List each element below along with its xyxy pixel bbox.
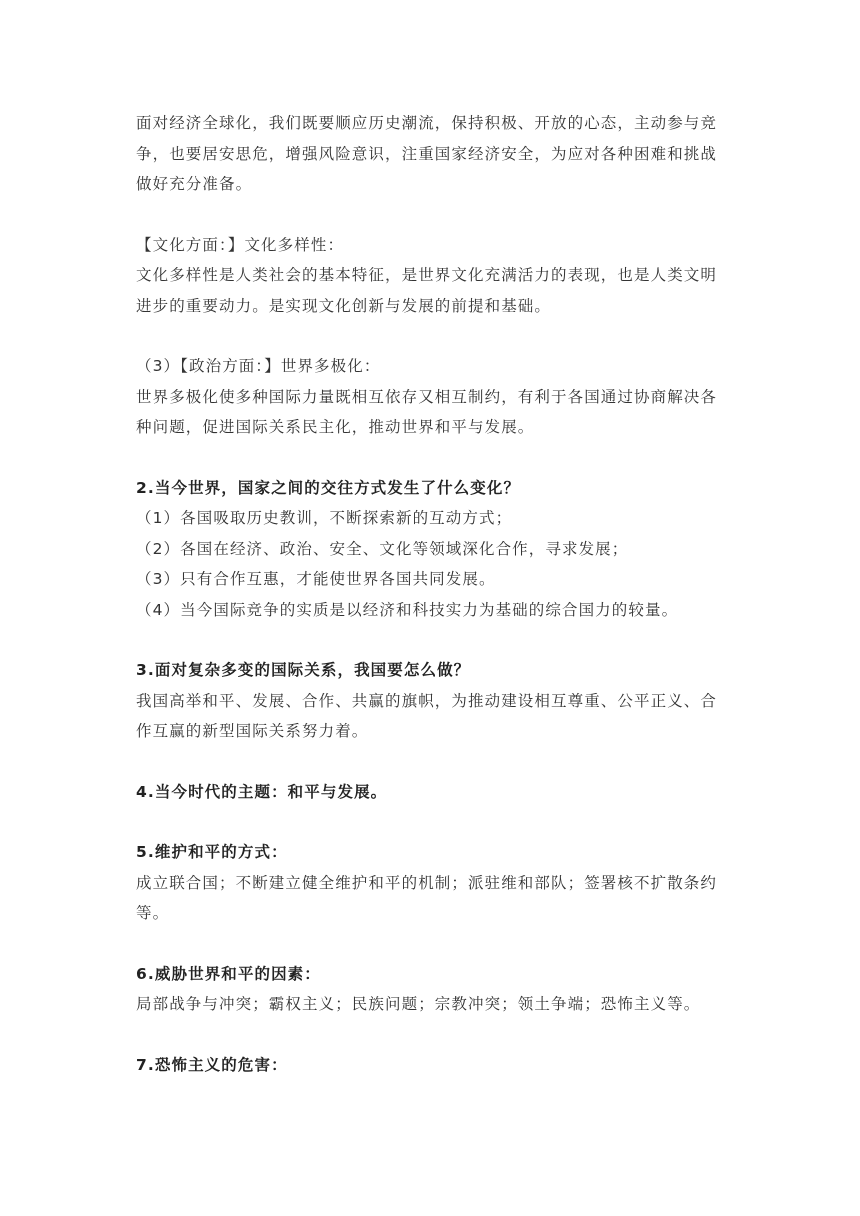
question-2-item: （2）各国在经济、政治、安全、文化等领域深化合作，寻求发展；: [136, 539, 629, 558]
politics-body: 世界多极化使多种国际力量既相互依存又相互制约，有利于各国通过协商解决各种问题，促进国际关系民主化，推动世界和平与发展。: [136, 387, 718, 436]
question-2-item: （4）当今国际竞争的实质是以经济和科技实力为基础的综合国力的较量。: [136, 600, 679, 619]
question-4-heading: 4.当今时代的主题：和平与发展。: [136, 782, 388, 801]
question-5-heading: 5.维护和平的方式：: [136, 843, 288, 861]
politics-label: （3）【政治方面：】世界多极化：: [136, 357, 381, 375]
question-6-heading: 6.威胁世界和平的因素：: [136, 964, 321, 983]
question-7-heading: 7.恐怖主义的危害：: [136, 1055, 288, 1074]
spacer: [136, 200, 728, 230]
question-3-heading: 3.面对复杂多变的国际关系，我国要怎么做？: [136, 661, 471, 679]
culture-body: 文化多样性是人类社会的基本特征，是世界文化充满活力的表现，也是人类文明进步的重要动力。是实现文化创新与发展的前提和基础。: [136, 266, 718, 315]
question-6-body: 局部战争与冲突；霸权主义；民族问题；宗教冲突；领土争端；恐怖主义等。: [136, 995, 701, 1013]
question-2-item: （3）只有合作互惠，才能使世界各国共同发展。: [136, 570, 496, 588]
spacer: [136, 321, 728, 351]
paragraph-economy: 面对经济全球化，我们既要顺应历史潮流，保持积极、开放的心态，主动参与竞争，也要居安思危，增强风险意识，注重国家经济安全，为应对各种困难和挑战做好充分准备。: [136, 114, 718, 193]
question-2-heading: 2.当今世界，国家之间的交往方式发生了什么变化？: [136, 478, 521, 497]
culture-label: 【文化方面：】文化多样性：: [136, 235, 345, 254]
spacer: [136, 929, 728, 959]
spacer: [136, 625, 728, 655]
spacer: [136, 1020, 728, 1050]
spacer: [136, 747, 728, 777]
question-2-item: （1）各国吸取历史教训，不断探索新的互动方式；: [136, 509, 513, 527]
question-5-body: 成立联合国；不断建立健全维护和平的机制；派驻维和部队；签署核不扩散条约等。: [136, 873, 718, 922]
question-3-body: 我国高举和平、发展、合作、共赢的旗帜，为推动建设相互尊重、公平正义、合作互赢的新型国际关系努力着。: [136, 691, 718, 740]
spacer: [136, 443, 728, 473]
document-page: [136, 108, 728, 1080]
spacer: [136, 807, 728, 837]
